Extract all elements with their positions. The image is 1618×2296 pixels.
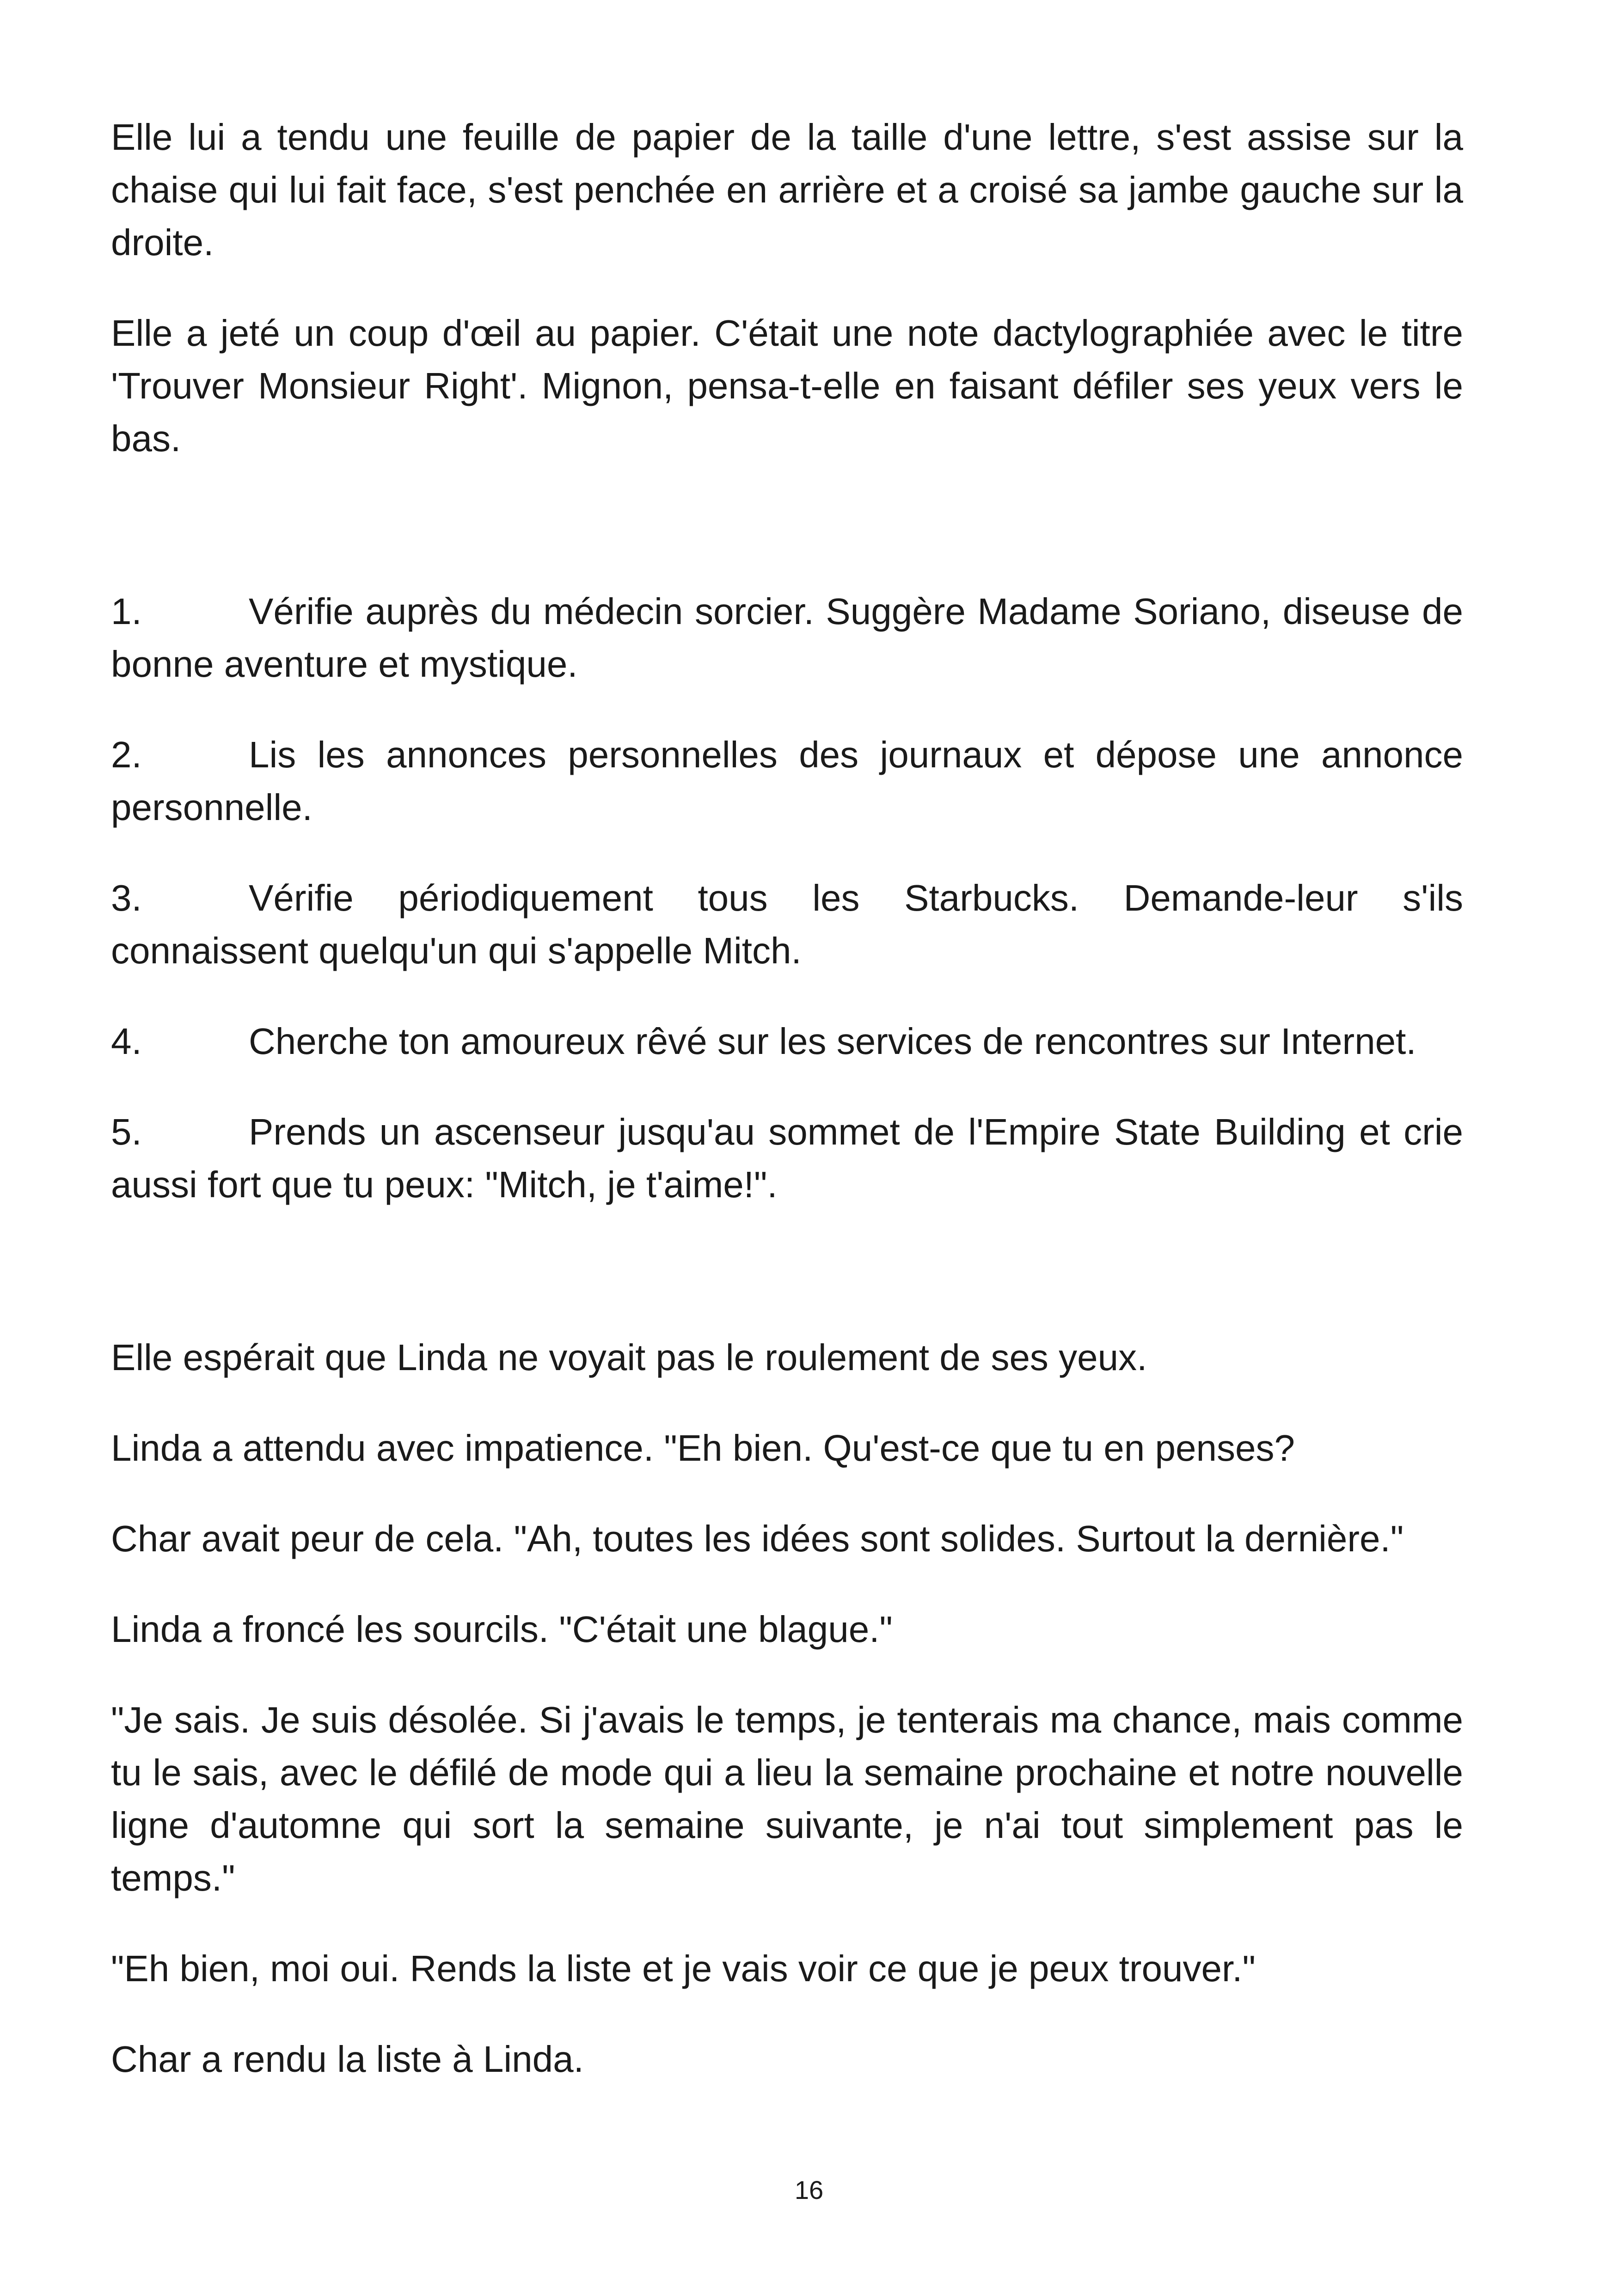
list-item (111, 1106, 1463, 1211)
paragraph: "Eh bien, moi oui. Rends la liste et je vais voir ce que je peux trouver." (111, 1948, 1256, 1989)
list-item (111, 585, 1463, 691)
paragraph: Char a rendu la liste à Linda. (111, 2039, 584, 2080)
list-text: Vérifie auprès du médecin sorcier. Suggère Madame Soriano, diseuse de bonne aventure et mystique. (111, 591, 1463, 685)
list-number: 5. (111, 1111, 142, 1152)
list-number: 2. (111, 734, 142, 775)
page-body (111, 111, 1463, 2124)
list-item (111, 729, 1463, 834)
paragraph: Linda a froncé les sourcils. "C'était une blague." (111, 1609, 893, 1650)
paragraph: Elle lui a tendu une feuille de papier de la taille d'une lettre, s'est assise sur la chaise qui lui fait face, s'est penchée en arrière et a croisé sa jambe gauche sur la droite. (111, 116, 1463, 263)
paragraph: Linda a attendu avec impatience. "Eh bien. Qu'est-ce que tu en penses? (111, 1427, 1295, 1469)
list-item (111, 1015, 1463, 1068)
list-number: 1. (111, 591, 142, 632)
paragraph: "Je sais. Je suis désolée. Si j'avais le temps, je tenterais ma chance, mais comme tu le sais, avec le défilé de mode qui a lieu la semaine prochaine et notre nouvelle ligne d'automne qui sort la semaine suivante, je n'ai tout simplement pas le temps." (111, 1699, 1463, 1898)
paragraph: Char avait peur de cela. "Ah, toutes les idées sont solides. Surtout la dernière." (111, 1518, 1404, 1559)
list-number: 3. (111, 877, 142, 918)
list-item (111, 872, 1463, 977)
list-text: Lis les annonces personnelles des journaux et dépose une annonce personnelle. (111, 734, 1463, 828)
list-number: 4. (111, 1021, 142, 1062)
paragraph: Elle espérait que Linda ne voyait pas le roulement de ses yeux. (111, 1337, 1147, 1378)
list-text: Prends un ascenseur jusqu'au sommet de l'Empire State Building et crie aussi fort que tu peux: "Mitch, je t'aime!". (111, 1111, 1463, 1205)
list-text: Cherche ton amoureux rêvé sur les services de rencontres sur Internet. (249, 1021, 1416, 1062)
page-number: 16 (794, 2175, 824, 2204)
list-text: Vérifie périodiquement tous les Starbucks. Demande-leur s'ils connaissent quelqu'un qui s'appelle Mitch. (111, 877, 1463, 971)
paragraph: Elle a jeté un coup d'œil au papier. C'était une note dactylographiée avec le titre 'Trouver Monsieur Right'. Mignon, pensa-t-elle en faisant défiler ses yeux vers le bas. (111, 312, 1463, 459)
